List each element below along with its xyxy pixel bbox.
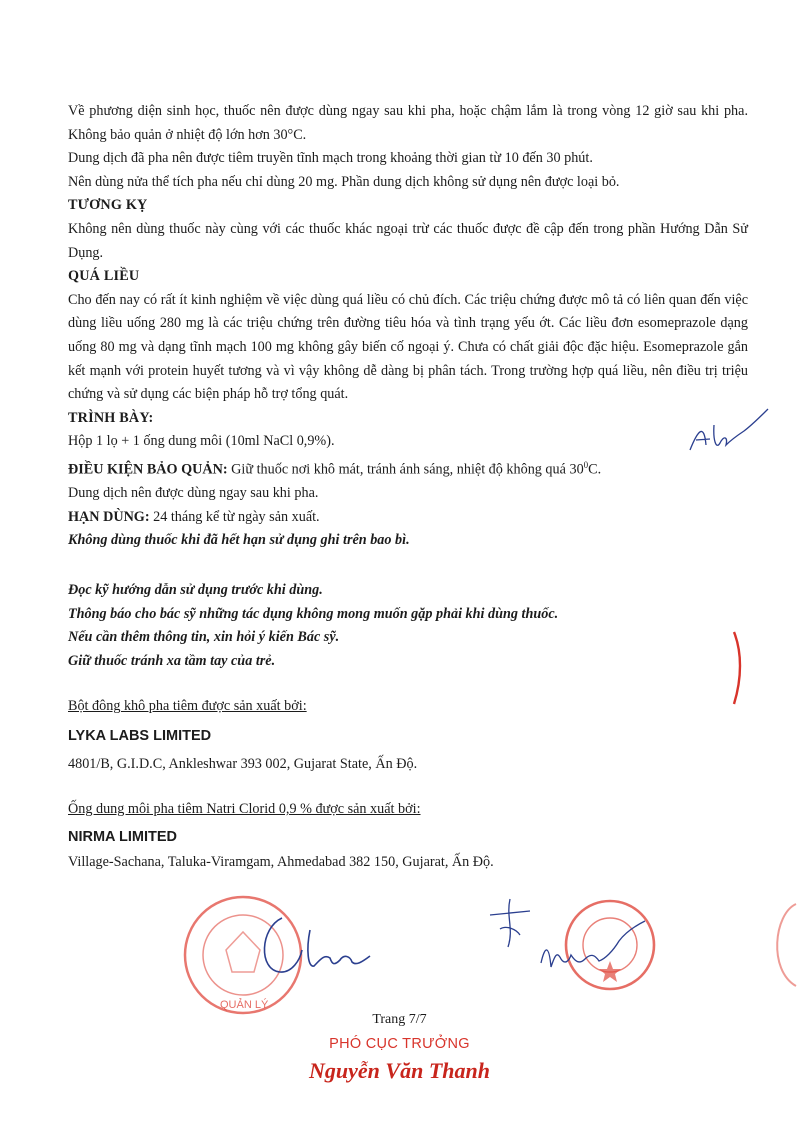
text-bao-quan: Giữ thuốc nơi khô mát, tránh ánh sáng, nhiệt độ không quá 30 (227, 461, 584, 478)
paragraph-qua-lieu: Cho đến nay có rất ít kinh nghiệm về việc dùng quá liều có chủ đích. Các triệu chứng được mô tả có liên quan đến việc dùng liều uống 280 mg là các triệu chứng trên đường tiêu hóa và tình trạng yếu ớt. Các liều đơn esomeprazole dạng uống 80 mg và dạng tĩnh mạch 100 mg không gây biến cố ngoại ý. Chưa có chất giải độc đặc hiệu. Esomeprazole gắn kết mạnh với protein huyết tương và vì vậy không dễ dàng bị phân tách. Trong trường hợp quá liều, nên điều trị triệu chứng và sử dụng các biện pháp hỗ trợ tổng quát. (68, 291, 748, 403)
manufacturer1-name: LYKA LABS LIMITED (68, 727, 212, 744)
director-signature-icon (240, 910, 390, 990)
paragraph-tuong-ky: Không nên dùng thuốc này cùng với các thuốc khác ngoại trừ các thuốc được đề cập đến trong phần Hướng Dẫn Sử Dụng. (68, 220, 748, 261)
manufacturer1-address: 4801/B, G.I.D.C, Ankleshwar 393 002, Gujarat State, Ấn Độ. (68, 755, 418, 772)
official-name: Nguyễn Văn Thanh (309, 1058, 490, 1083)
initials-signature-icon (680, 395, 770, 465)
middle-signature-icon (480, 895, 540, 955)
heading-trinh-bay: TRÌNH BÀY: (68, 409, 154, 426)
paragraph-trinh-bay: Hộp 1 lọ + 1 ống dung môi (10ml NaCl 0,9%). (68, 433, 335, 450)
manufacturer2-name: NIRMA LIMITED (68, 828, 178, 845)
manufacturer2-address: Village-Sachana, Taluka-Viramgam, Ahmedabad 382 150, Gujarat, Ấn Độ. (68, 854, 494, 871)
temp-unit: C. (588, 461, 602, 478)
paragraph-han-dung (68, 506, 748, 530)
paragraph-infusion: Dung dịch đã pha nên được tiêm truyền tĩnh mạch trong khoảng thời gian từ 10 đến 30 phút. (68, 150, 593, 167)
heading-qua-lieu: QUÁ LIỀU (68, 268, 140, 285)
paragraph-bao-quan-extra: Dung dịch nên được dùng ngay sau khi pha. (68, 485, 319, 502)
heading-tuong-ky: TƯƠNG KỴ (68, 197, 148, 214)
paragraph-stability: Về phương diện sinh học, thuốc nên được dùng ngay sau khi pha, hoặc chậm lắm là trong vòng 12 giờ sau khi pha. Không bảo quản ở nhiệt độ lớn hơn 30°C. (68, 103, 748, 143)
notice-read-instructions: Đọc kỹ hướng dẫn sử dụng trước khi dùng. (68, 582, 323, 599)
expiry-warning: Không dùng thuốc khi đã hết hạn sử dụng ghi trên bao bì. (68, 532, 410, 549)
temp-superscript: 0 (583, 459, 589, 470)
text-han-dung: 24 tháng kể từ ngày sản xuất. (149, 508, 320, 525)
notice-keep-away-children: Giữ thuốc tránh xa tầm tay của trẻ. (68, 652, 276, 669)
notice-ask-doctor: Nếu cần thêm thông tin, xin hỏi ý kiến Bác sỹ. (68, 629, 340, 646)
left-seal-text: QUẢN LÝ (220, 999, 269, 1011)
manufacturer2-caption: Ống dung môi pha tiêm Natri Clorid 0,9 % được sản xuất bởi: (68, 801, 421, 818)
page-number: Trang 7/7 (372, 1012, 427, 1027)
label-bao-quan: ĐIỀU KIỆN BẢO QUẢN: (68, 461, 228, 478)
notice-side-effects: Thông báo cho bác sỹ những tác dụng không mong muốn gặp phải khi dùng thuốc. (68, 605, 559, 622)
edge-seal-fragment-icon (760, 900, 799, 990)
manufacturer-signature-icon (535, 915, 665, 985)
label-han-dung: HẠN DÙNG: (68, 508, 150, 525)
paragraph-bao-quan (68, 454, 748, 482)
paragraph-half-volume: Nên dùng nửa thể tích pha nếu chỉ dùng 20 mg. Phần dung dịch không sử dụng nên được loại bỏ. (68, 173, 620, 190)
red-edge-mark-icon (728, 628, 748, 708)
document-body (68, 100, 748, 875)
manufacturer1-caption: Bột đông khô pha tiêm được sản xuất bởi: (68, 698, 307, 715)
official-title: PHÓ CỤC TRƯỞNG (329, 1036, 470, 1052)
